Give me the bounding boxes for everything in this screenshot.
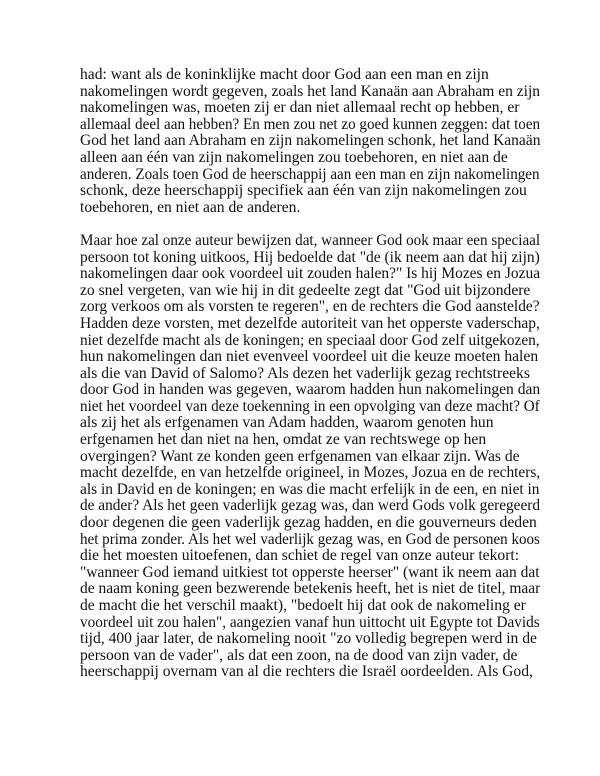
text-line: heerschappij overnam van al die rechters die Israël oordeelden. Als God, [80, 663, 533, 681]
text-line: als zij het als erfgenamen van Adam hadden, waarom genoten hun [80, 414, 494, 432]
text-line: door degenen die geen vaderlijk gezag hadden, en die gouverneurs deden [80, 514, 537, 532]
text-line: had: want als de koninklijke macht door God aan een man en zijn [80, 66, 489, 83]
text-line: nakomelingen daar ook voordeel uit zouden halen?" Is hij Mozes en Jozua [80, 265, 541, 283]
text-line: Maar hoe zal onze auteur bewijzen dat, wanneer God ook maar een speciaal [80, 231, 541, 249]
text-line: voordeel uit zou halen", aangezien vanaf hun uittocht uit Egypte tot Davids [80, 613, 540, 631]
text-line: tijd, 400 jaar later, de nakomeling nooit "zo volledig begrepen werd in de [80, 630, 537, 648]
text-line: hun nakomelingen dan niet evenveel voordeel uit die keuze moeten halen [80, 348, 539, 366]
document-page [80, 67, 540, 681]
text-line: het prima zonder. Als het wel vaderlijk gezag was, en God de personen koos [80, 530, 540, 548]
text-line: allemaal deel aan hebben? En men zou net zo goed kunnen zeggen: dat toen [80, 115, 541, 133]
text-line: zorg verkoos om als vorsten te regeren", en de rechters die God aanstelde? [80, 298, 540, 316]
text-line: als die van David of Salomo? Als dezen het vaderlijk gezag rechtstreeks [80, 364, 530, 382]
text-line: persoon van de vader", als dat een zoon, na de dood van zijn vader, de [80, 646, 518, 664]
text-line: macht dezelfde, en van hetzelfde origineel, in Mozes, Jozua en de rechters, [80, 464, 541, 482]
text-line: door God in handen was gegeven, waarom hadden hun nakomelingen dan [80, 381, 541, 399]
text-line: die het moesten uitoefenen, dan schiet de regel van onze auteur tekort: [80, 547, 520, 565]
text-line: nakomelingen wordt gegeven, zoals het land Kanaän aan Abraham en zijn [80, 82, 541, 100]
text-line: zo snel vergeten, van wie hij in dit gedeelte zegt dat "God uit bijzondere [80, 281, 531, 299]
text-line: als in David en de koningen; en was die macht erfelijk in de een, en niet in [80, 480, 540, 498]
text-line: Hadden deze vorsten, met dezelfde autoriteit van het opperste vaderschap, [80, 314, 540, 332]
text-line: de naam koning geen bezwerende betekenis heeft, het is niet de titel, maar [80, 580, 541, 598]
text-line: schonk, deze heerschappij specifiek aan één van zijn nakomelingen zou [80, 182, 527, 200]
text-line: niet het voordeel van deze toekenning in een opvolging van deze macht? Of [80, 397, 540, 415]
paragraph-1 [80, 67, 540, 216]
paragraph-2 [80, 233, 540, 681]
text-line: alleen aan één van zijn nakomelingen zou toebehoren, en niet aan de [80, 148, 508, 166]
text-line: anderen. Zoals toen God de heerschappij aan een man en zijn nakomelingen [80, 165, 540, 183]
text-line: erfgenamen het dan niet na hen, omdat ze van rechtswege op hen [80, 431, 487, 449]
text-line: niet dezelfde macht als de koningen; en speciaal door God zelf uitgekozen, [80, 331, 540, 349]
text-line: "wanneer God iemand uitkiest tot opperste heerser" (want ik neem aan dat [80, 563, 540, 581]
text-line: overgingen? Want ze konden geen erfgenamen van elkaar zijn. Was de [80, 447, 520, 465]
text-line: de macht die het verschil maakt), "bedoelt hij dat ook de nakomeling er [80, 597, 526, 614]
text-line: nakomelingen was, moeten zij er dan niet allemaal recht op hebben, er [80, 99, 520, 117]
text-line: God het land aan Abraham en zijn nakomelingen schonk, het land Kanaän [80, 132, 541, 150]
text-line: toebehoren, en niet aan de anderen. [80, 198, 301, 216]
text-line: persoon tot koning uitkoos, Hij bedoelde dat "de (ik neem aan dat hij zijn) [80, 248, 540, 266]
text-line: de ander? Als het geen vaderlijk gezag was, dan werd Gods volk geregeerd [80, 497, 541, 515]
